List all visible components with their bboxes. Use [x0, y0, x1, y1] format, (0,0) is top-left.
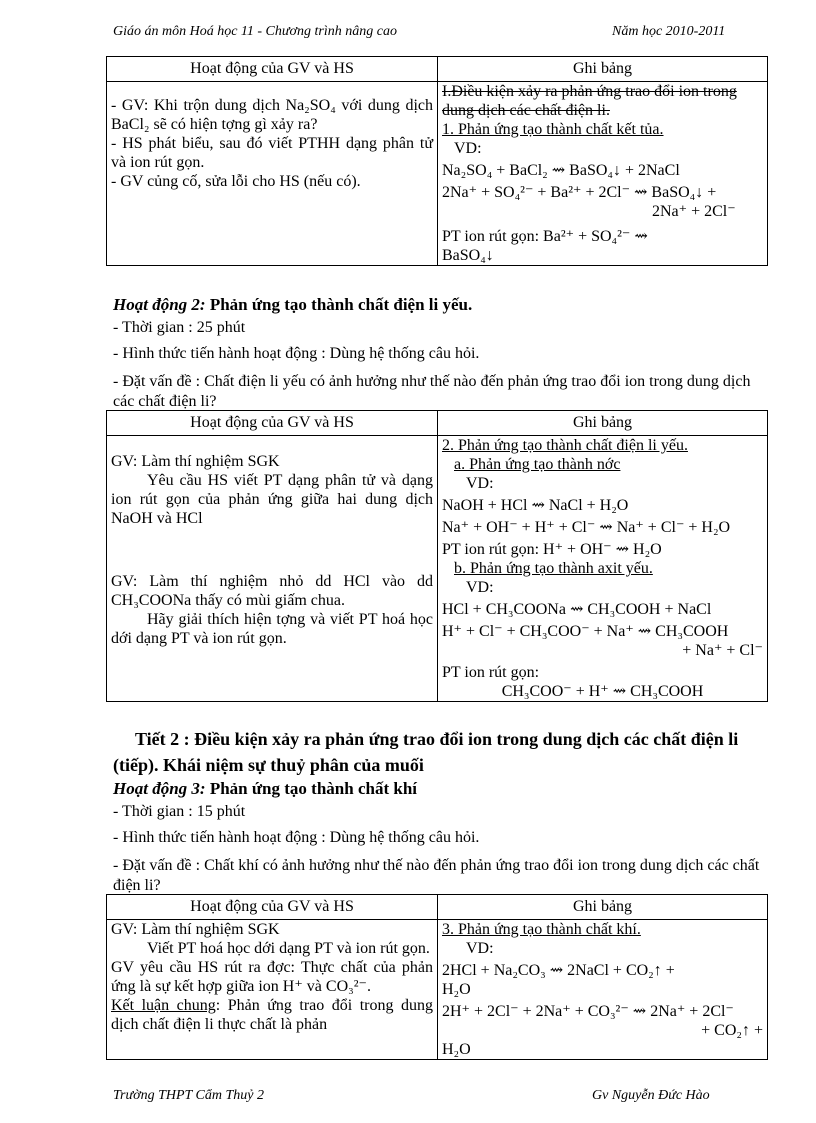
hd3-issue: - Đặt vấn đề : Chất khí có ảnh hưởng như thế nào đến phản ứng trao đổi ion trong dung dịch các chất điện li?	[113, 857, 760, 894]
t2-eq: NaOH + HCl ⇝ NaCl + H₂O	[442, 497, 629, 514]
t3-left-cell	[107, 920, 438, 1060]
col-header-board: Ghi bảng	[438, 895, 768, 920]
hd3-heading	[113, 778, 417, 800]
t2-subtitle: 2. Phản ứng tạo thành chất điện li yếu.	[442, 437, 688, 454]
t1-left-cell	[107, 82, 438, 266]
t3-eq: 2H⁺ + 2Cl⁻ + 2Na⁺ + CO₃²⁻ ⇝ 2Na⁺ + 2Cl⁻	[442, 1003, 734, 1020]
col-header-activity: Hoạt động của GV và HS	[107, 895, 438, 920]
header-left: Giáo án môn Hoá học 11 - Chương trình nâng cao	[113, 24, 397, 39]
hd3-title: Phản ứng tạo thành chất khí	[209, 779, 417, 798]
hd2-time: - Thời gian : 25 phút	[113, 319, 246, 336]
t1-eq3a: PT ion rút gọn: Ba²⁺ + SO₄²⁻ ⇝	[442, 228, 648, 245]
t2-left-line: Hãy giải thích hiện tợng và viết PT hoá học dới dạng PT và ion rút gọn.	[111, 611, 433, 647]
hd3-form: - Hình thức tiến hành hoạt động : Dùng hệ thống câu hỏi.	[113, 829, 480, 846]
t2-left-line: Yêu cầu HS viết PT dạng phân tử và dạng ion rút gọn của phản ứng giữa hai dung dịch NaOH và HCl	[111, 472, 433, 527]
t3-left-line: GV yêu cầu HS rút ra đợc: Thực chất của phản ứng là sự kết hợp giữa ion H⁺ và CO₃²⁻.	[111, 959, 433, 995]
col-header-board: Ghi bảng	[438, 57, 768, 82]
t3-subtitle: 3. Phản ứng tạo thành chất khí.	[442, 921, 641, 938]
table-activity-2	[106, 410, 768, 702]
t3-eq: + CO₂↑ +	[701, 1022, 763, 1039]
t3-right-cell	[438, 920, 768, 1060]
t2-eq: + Na⁺ + Cl⁻	[682, 642, 763, 659]
t1-left-line: - GV củng cố, sửa lỗi cho HS (nếu có).	[111, 173, 361, 190]
t1-eq1: Na₂SO₄ + BaCl₂ ⇝ BaSO₄↓ + 2NaCl	[442, 162, 680, 179]
t2-sub-b: b. Phản ứng tạo thành axit yếu.	[454, 560, 653, 577]
t3-left-line: GV: Làm thí nghiệm SGK	[111, 921, 280, 938]
t1-vd: VD:	[454, 140, 482, 157]
t2-sub-a: a. Phản ứng tạo thành nớc	[454, 456, 621, 473]
t1-subtitle: 1. Phản ứng tạo thành chất kết tủa.	[442, 121, 664, 138]
t2-left-line: GV: Làm thí nghiệm SGK	[111, 453, 280, 470]
col-header-activity: Hoạt động của GV và HS	[107, 57, 438, 82]
t1-eq2b: 2Na⁺ + 2Cl⁻	[652, 203, 736, 220]
t3-left-line: Viết PT hoá học dới dạng PT và ion rút gọn.	[147, 940, 430, 957]
hd2-heading	[113, 294, 472, 316]
t3-conclusion-label: Kết luận chung	[111, 997, 216, 1014]
col-header-board: Ghi bảng	[438, 411, 768, 436]
t2-vd: VD:	[466, 579, 494, 596]
t1-left-line: - GV: Khi trộn dung dịch Na₂SO₄ với dung dịch BaCl₂ sẽ có hiện tợng gì xảy ra?	[111, 97, 433, 133]
table-activity-1	[106, 56, 768, 266]
col-header-activity: Hoạt động của GV và HS	[107, 411, 438, 436]
hd2-title: Phản ứng tạo thành chất điện li yếu.	[209, 295, 473, 314]
hd2-issue: - Đặt vấn đề : Chất điện li yếu có ảnh hưởng như thế nào đến phản ứng trao đổi ion trong dung dịch các chất điện li?	[113, 373, 751, 410]
t2-eq: HCl + CH₃COONa ⇝ CH₃COOH + NaCl	[442, 601, 712, 618]
t1-eq2a: 2Na⁺ + SO₄²⁻ + Ba²⁺ + 2Cl⁻ ⇝ BaSO₄↓ +	[442, 184, 717, 201]
hd3-label: Hoạt động 3:	[113, 779, 206, 798]
t3-vd: VD:	[466, 940, 494, 957]
t1-left-line: - HS phát biểu, sau đó viết PTHH dạng phân tử và ion rút gọn.	[111, 135, 433, 171]
header-right: Năm học 2010-2011	[612, 24, 726, 39]
tiet2-title: Tiết 2 : Điều kiện xảy ra phản ứng trao đổi ion trong dung dịch các chất điện li (tiếp). Khái niệm sự thuỷ phân của muối	[113, 729, 739, 775]
t2-right-cell	[438, 436, 768, 702]
t2-eq: PT ion rút gọn: H⁺ + OH⁻ ⇝ H₂O	[442, 541, 662, 558]
t1-right-cell	[438, 82, 768, 266]
t2-eq: CH₃COO⁻ + H⁺ ⇝ CH₃COOH	[501, 683, 704, 700]
hd3-time: - Thời gian : 15 phút	[113, 803, 246, 820]
t3-eq: H₂O	[442, 981, 471, 998]
footer-left: Trường THPT Cẩm Thuỷ 2	[113, 1088, 264, 1103]
hd2-label: Hoạt động 2:	[113, 295, 206, 314]
footer-right: Gv Nguyễn Đức Hào	[592, 1088, 710, 1103]
t3-left-line	[111, 996, 433, 1034]
table-activity-3	[106, 894, 768, 1060]
t2-left-line: GV: Làm thí nghiệm nhỏ dd HCl vào dd CH₃COONa thấy có mùi giấm chua.	[111, 573, 433, 609]
t3-conclusion-text: : Phản ứng trao đổi trong dung dịch chất điện li thực chất là phản	[111, 997, 433, 1033]
t2-eq: PT ion rút gọn:	[442, 664, 540, 681]
hd2-form: - Hình thức tiến hành hoạt động : Dùng hệ thống câu hỏi.	[113, 345, 480, 362]
t3-eq: 2HCl + Na₂CO₃ ⇝ 2NaCl + CO₂↑ +	[442, 962, 675, 979]
t1-eq3b: BaSO₄↓	[442, 247, 494, 264]
t1-section-title: I.Điều kiện xảy ra phản ứng trao đổi ion trong dung dịch các chất điện li.	[442, 83, 737, 119]
t2-left-cell	[107, 436, 438, 702]
t2-eq: H⁺ + Cl⁻ + CH₃COO⁻ + Na⁺ ⇝ CH₃COOH	[442, 623, 729, 640]
t2-eq: Na⁺ + OH⁻ + H⁺ + Cl⁻ ⇝ Na⁺ + Cl⁻ + H₂O	[442, 519, 731, 536]
t3-eq: H₂O	[442, 1041, 471, 1058]
t2-vd: VD:	[466, 475, 494, 492]
